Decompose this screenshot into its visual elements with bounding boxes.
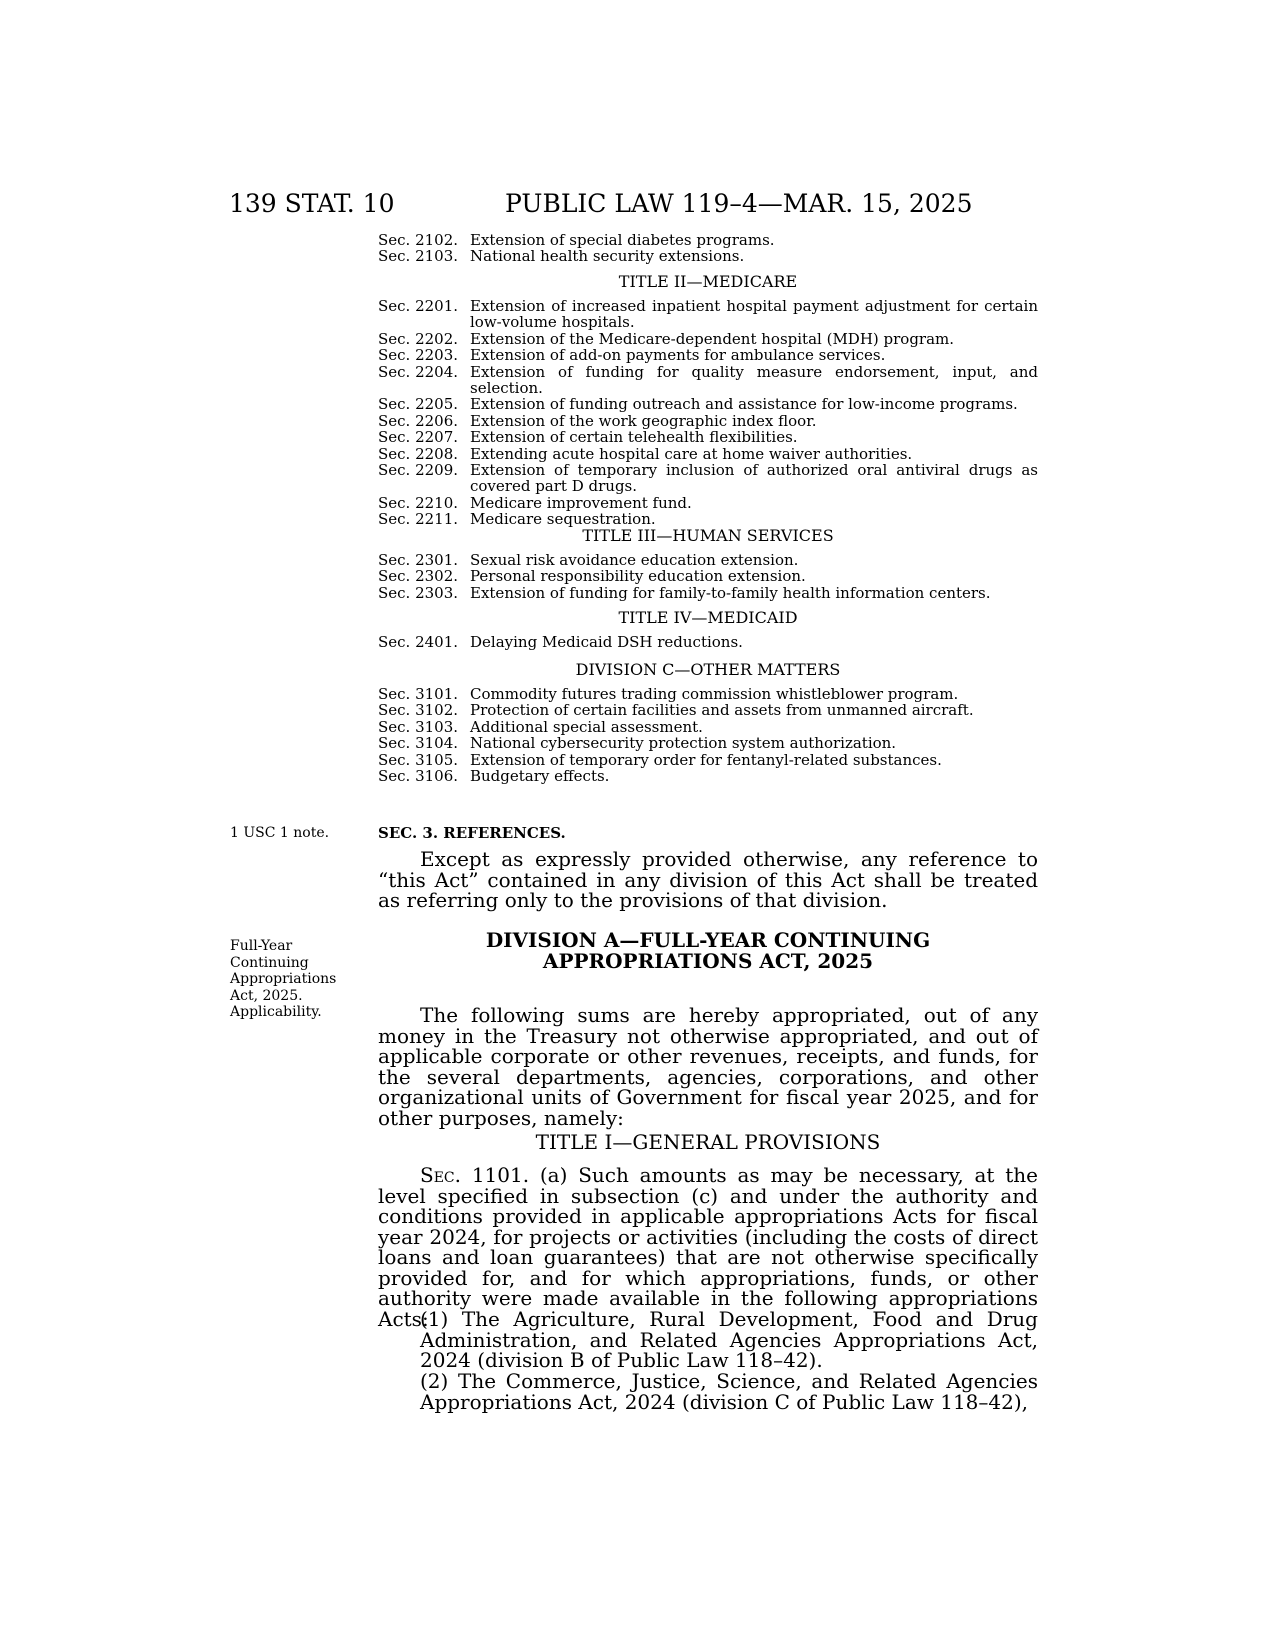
toc-item: Sec. 2201. Extension of increased inpatient hospital payment adjustment for certain low-volume hospitals. xyxy=(378,297,1038,332)
toc-title-division-c: DIVISION C—OTHER MATTERS xyxy=(575,660,841,679)
margin-note-full-year: Full-Year Continuing Appropriations Act, 2025. Applicability. xyxy=(230,938,337,1020)
list-item-1: (1) The Agriculture, Rural Development, Food and Drug Administration, and Related Agencies Appropriations Act, 2024 (division B of Public Law 118–42). xyxy=(420,1307,1038,1372)
toc-item: Sec. 2302. Personal responsibility education extension. xyxy=(378,567,806,586)
toc-item: Sec. 2204. Extension of funding for quality measure endorsement, input, and selection. xyxy=(378,362,1038,398)
toc-item: Sec. 2301. Sexual risk avoidance education extension. xyxy=(378,551,799,569)
toc-item: Sec. 2102. Extension of special diabetes programs. xyxy=(378,231,775,249)
toc-title-iii: TITLE III—HUMAN SERVICES xyxy=(582,526,834,545)
toc-list xyxy=(378,232,1038,265)
margin-note-usc: 1 USC 1 note. xyxy=(230,825,330,841)
toc-item: Sec. 2211. Medicare sequestration. xyxy=(378,510,656,529)
division-a-heading: DIVISION A—FULL-YEAR CONTINUING APPROPRIATIONS ACT, 2025 xyxy=(485,928,931,973)
toc-item: Sec. 3101. Commodity futures trading commission whistleblower program. xyxy=(378,685,959,703)
page-stat-number: 139 STAT. 10 xyxy=(229,189,395,218)
division-a-body: The following sums are hereby appropriated, out of any money in the Treasury not otherwise appropriated, and out of applicable corporate or other revenues, receipts, and funds, for the several departments, agencies, corporations, and other organizational units of Government for fiscal year 2025, and for other purposes, namely: xyxy=(378,1003,1038,1130)
toc-list xyxy=(378,686,1038,784)
toc-item: Sec. 2205. Extension of funding outreach and assistance for low-income programs. xyxy=(378,395,1018,414)
toc-item: Sec. 2103. National health security extensions. xyxy=(378,247,745,266)
toc-list xyxy=(378,298,1038,528)
toc-item: Sec. 3104. National cybersecurity protection system authorization. xyxy=(378,734,897,753)
section-3-heading: SEC. 3. REFERENCES. xyxy=(378,824,566,842)
toc-item: Sec. 2202. Extension of the Medicare-dependent hospital (MDH) program. xyxy=(378,329,955,348)
toc-title-ii: TITLE II—MEDICARE xyxy=(618,272,798,291)
toc-item: Sec. 3105. Extension of temporary order for fentanyl-related substances. xyxy=(378,750,942,769)
toc-item: Sec. 2208. Extending acute hospital care at home waiver authorities. xyxy=(378,444,913,463)
toc-list xyxy=(378,552,1038,601)
section-1101-label: Sec. xyxy=(420,1163,461,1187)
toc-item: Sec. 2207. Extension of certain telehealth flexibilities. xyxy=(378,428,798,447)
toc-item: Sec. 2210. Medicare improvement fund. xyxy=(378,493,692,512)
title-i-heading: TITLE I—GENERAL PROVISIONS xyxy=(535,1130,881,1154)
toc-item: Sec. 3103. Additional special assessment. xyxy=(378,717,703,736)
toc-item: Sec. 2206. Extension of the work geographic index floor. xyxy=(378,411,817,430)
section-3-body: Except as expressly provided otherwise, any reference to “this Act” contained in any division of this Act shall be treated as referring only to the provisions of that division. xyxy=(378,847,1038,912)
toc-list xyxy=(378,634,1038,650)
toc-item: Sec. 3102. Protection of certain facilities and assets from unmanned aircraft. xyxy=(378,701,974,720)
toc-item: Sec. 2401. Delaying Medicaid DSH reductions. xyxy=(378,633,743,651)
list-item-2: (2) The Commerce, Justice, Science, and Related Agencies Appropriations Act, 2024 (division C of Public Law 118–42), xyxy=(420,1369,1038,1414)
toc-item: Sec. 2203. Extension of add-on payments for ambulance services. xyxy=(378,346,886,365)
toc-item: Sec. 2209. Extension of temporary inclusion of authorized oral antiviral drugs as covered part D drugs. xyxy=(378,461,1038,496)
page-header-law: PUBLIC LAW 119–4—MAR. 15, 2025 xyxy=(505,189,973,218)
toc-title-iv: TITLE IV—MEDICAID xyxy=(618,608,798,627)
toc-item: Sec. 3106. Budgetary effects. xyxy=(378,767,610,786)
section-1101-body: Sec. 1101. (a) Such amounts as may be necessary, at the level specified in subsection (c) and under the authority and conditions provided in applicable appropriations Acts for fiscal year 2024, for projects or activities (including the costs of direct loans and loan guarantees) that are not otherwise specifically provided for, and for which appropriations, funds, or other authority were made available in the following appropriations Acts: xyxy=(378,1163,1039,1331)
toc-item: Sec. 2303. Extension of funding for family-to-family health information centers. xyxy=(378,583,991,602)
